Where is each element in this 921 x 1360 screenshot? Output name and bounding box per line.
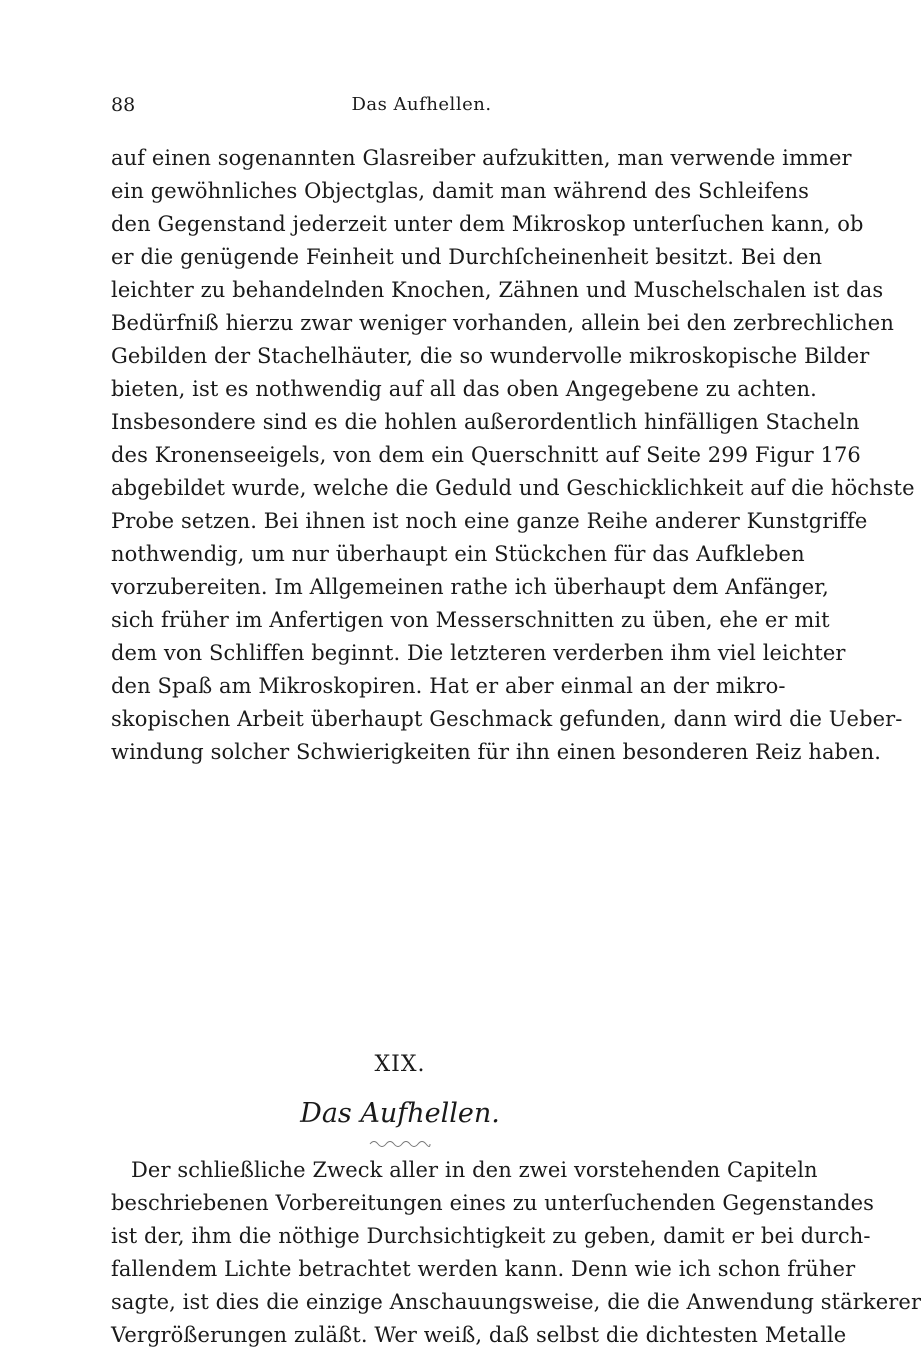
text-line: Vergrößerungen zuläßt. Wer weiß, daß selbst die dichtesten Metalle bbox=[111, 1323, 847, 1347]
text-line: des Kronenseeigels, von dem ein Querschnitt auf Seite 299 Figur 176 bbox=[111, 443, 861, 467]
text-line: beschriebenen Vorbereitungen eines zu unterſuchenden Gegenstandes bbox=[111, 1191, 875, 1215]
text-line: bieten, ist es nothwendig auf all das oben Angegebene zu achten. bbox=[111, 377, 817, 401]
text-line: fallendem Lichte betrachtet werden kann. Denn wie ich schon früher bbox=[111, 1257, 856, 1281]
text-line: sagte, ist dies die einzige Anschauungsweise, die die Anwendung stärkerer bbox=[111, 1290, 921, 1314]
text-line: abgebildet wurde, welche die Geduld und Geschicklichkeit auf die höchste bbox=[111, 476, 915, 500]
text-line: den Spaß am Mikroskopiren. Hat er aber einmal an der mikro- bbox=[111, 674, 786, 698]
text-line: dem von Schliffen beginnt. Die letzteren verderben ihm viel leichter bbox=[111, 641, 846, 665]
text-line: windung solcher Schwierigkeiten für ihn einen besonderen Reiz haben. bbox=[111, 740, 882, 764]
page-header bbox=[111, 94, 732, 122]
page-number: 88 bbox=[111, 94, 136, 116]
text-line: sich früher im Anfertigen von Messerschnitten zu üben, ehe er mit bbox=[111, 608, 830, 632]
text-line: auf einen sogenannten Glasreiber aufzukitten, man verwende immer bbox=[111, 146, 852, 170]
text-line: leichter zu behandelnden Knochen, Zähnen und Muschelschalen ist das bbox=[111, 278, 884, 302]
section-title: Das Aufhellen. bbox=[300, 1098, 500, 1129]
paragraph-2 bbox=[111, 1154, 921, 1352]
wave-ornament-icon bbox=[368, 1138, 432, 1150]
text-line: Der schließliche Zweck aller in den zwei vorstehenden Capiteln bbox=[131, 1158, 818, 1182]
text-line: er die genügende Feinheit und Durchſcheinenheit besitzt. Bei den bbox=[111, 245, 823, 269]
text-line: vorzubereiten. Im Allgemeinen rathe ich überhaupt dem Anfänger, bbox=[111, 575, 829, 599]
text-line: nothwendig, um nur überhaupt ein Stückchen für das Aufkleben bbox=[111, 542, 805, 566]
text-line: Bedürfniß hierzu zwar weniger vorhanden, allein bei den zerbrechlichen bbox=[111, 311, 894, 335]
running-head: Das Aufhellen. bbox=[351, 94, 492, 115]
paragraph-1 bbox=[111, 142, 915, 769]
text-line: skopischen Arbeit überhaupt Geschmack gefunden, dann wird die Ueber- bbox=[111, 707, 903, 731]
text-line: Probe setzen. Bei ihnen ist noch eine ganze Reihe anderer Kunstgriffe bbox=[111, 509, 868, 533]
section-number: XIX. bbox=[374, 1052, 426, 1077]
text-line: ist der, ihm die nöthige Durchsichtigkeit zu geben, damit er bei durch- bbox=[111, 1224, 871, 1248]
text-line: Insbesondere sind es die hohlen außerordentlich hinfälligen Stacheln bbox=[111, 410, 860, 434]
text-line: ein gewöhnliches Objectglas, damit man während des Schleifens bbox=[111, 179, 810, 203]
text-line: Gebilden der Stachelhäuter, die so wundervolle mikroskopische Bilder bbox=[111, 344, 870, 368]
text-line: den Gegenstand jederzeit unter dem Mikroskop unterſuchen kann, ob bbox=[111, 212, 864, 236]
